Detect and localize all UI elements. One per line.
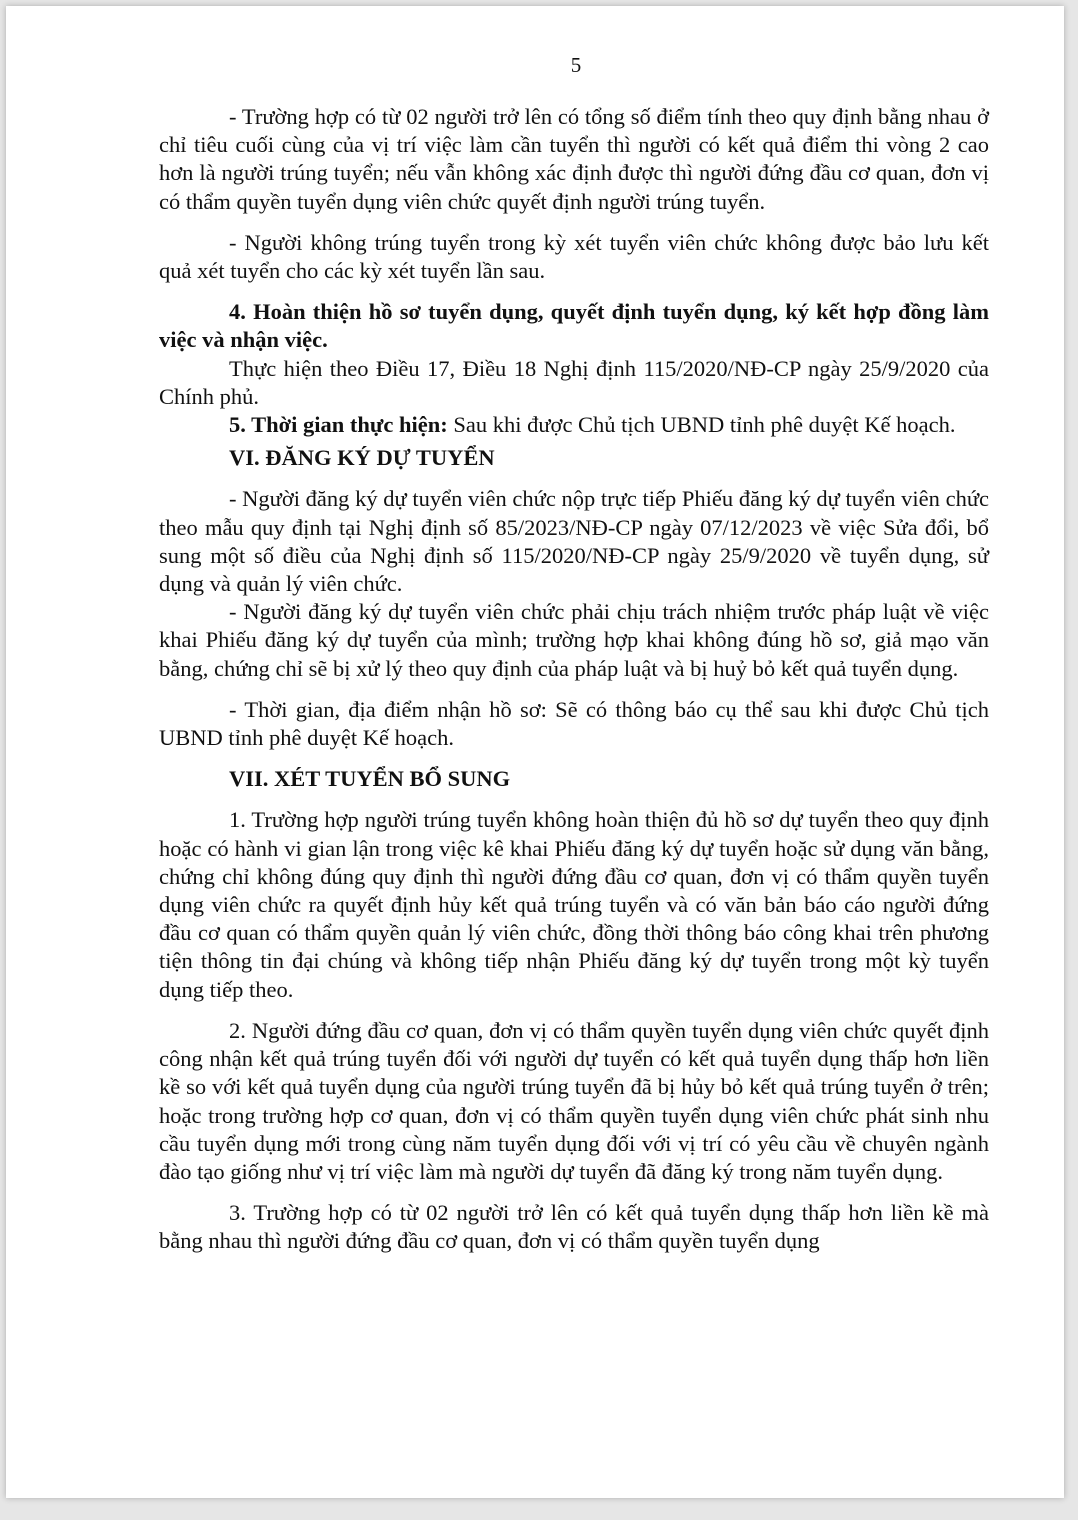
page-number: 5	[570, 53, 582, 77]
paragraph-implementation: Thực hiện theo Điều 17, Điều 18 Nghị định 115/2020/NĐ-CP ngày 25/9/2020 của Chính phủ.	[159, 355, 989, 409]
section-5-label: 5. Thời gian thực hiện:	[229, 412, 448, 438]
paragraph-time-place: - Thời gian, địa điểm nhận hồ sơ: Sẽ có thông báo cụ thể sau khi được Chủ tịch UBND tỉnh phê duyệt Kế hoạch.	[159, 696, 989, 751]
document-body	[159, 103, 989, 1256]
paragraph-supplement-3: 3. Trường hợp có từ 02 người trở lên có kết quả tuyển dụng thấp hơn liền kề mà bằng nhau thì người đứng đầu cơ quan, đơn vị có thẩm quyền tuyển dụng	[159, 1200, 989, 1254]
document-page	[6, 6, 1064, 1498]
paragraph-supplement-1: 1. Trường hợp người trúng tuyển không hoàn thiện đủ hồ sơ dự tuyển theo quy định hoặc có hành vi gian lận trong việc kê khai Phiếu đăng ký dự tuyển hoặc sử dụng văn bằng, chứng chỉ không đúng quy định thì người đứng đầu cơ quan, đơn vị có thẩm quyền tuyển dụng viên chức ra quyết định hủy kết quả trúng tuyển và có văn bản báo cáo người đứng đầu cơ quan có thẩm quyền quản lý viên chức, đồng thời thông báo công khai trên phương tiện thông tin đại chúng và không tiếp nhận Phiếu đăng ký dự tuyển trong một kỳ tuyển dụng tiếp theo.	[159, 807, 989, 1002]
heading-section-4: 4. Hoàn thiện hồ sơ tuyển dụng, quyết định tuyển dụng, ký kết hợp đồng làm việc và nhận việc.	[159, 299, 989, 353]
paragraph-no-reservation: - Người không trúng tuyển trong kỳ xét tuyển viên chức không được bảo lưu kết quả xét tuyển cho các kỳ xét tuyển lần sau.	[159, 229, 989, 284]
paragraph-supplement-2: 2. Người đứng đầu cơ quan, đơn vị có thẩm quyền tuyển dụng viên chức quyết định công nhận kết quả trúng tuyển đối với người dự tuyển có kết quả tuyển dụng thấp hơn liền kề so với kết quả tuyển dụng của người trúng tuyển đã bị hủy bỏ kết quả trúng tuyển ở trên; hoặc trong trường hợp cơ quan, đơn vị có thẩm quyền tuyển dụng viên chức phát sinh nhu cầu tuyển dụng mới trong cùng năm tuyển dụng đối với vị trí có yêu cầu về chuyên ngành đào tạo giống như vị trí việc làm mà người dự tuyển đã đăng ký trong năm tuyển dụng.	[159, 1017, 989, 1184]
heading-section-vi: VI. ĐĂNG KÝ DỰ TUYỂN	[229, 445, 495, 471]
paragraph-tie-rule: - Trường hợp có từ 02 người trở lên có tổng số điểm tính theo quy định bằng nhau ở chỉ tiêu cuối cùng của vị trí việc làm cần tuyển thì người có kết quả điểm thi vòng 2 cao hơn là người trúng tuyển; nếu vẫn không xác định được thì người đứng đầu cơ quan, đơn vị có thẩm quyền tuyển dụng viên chức quyết định người trúng tuyển.	[159, 104, 989, 214]
heading-section-vii: VII. XÉT TUYỂN BỔ SUNG	[229, 766, 511, 792]
paragraph-responsibility: - Người đăng ký dự tuyển viên chức phải chịu trách nhiệm trước pháp luật về việc khai Phiếu đăng ký dự tuyển của mình; trường hợp khai không đúng hồ sơ, giả mạo văn bằng, chứng chỉ sẽ bị xử lý theo quy định của pháp luật và bị huỷ bỏ kết quả tuyển dụng.	[159, 599, 989, 681]
section-5-text: Sau khi được Chủ tịch UBND tỉnh phê duyệt Kế hoạch.	[447, 412, 956, 438]
paragraph-section-5	[159, 411, 989, 439]
paragraph-registration: - Người đăng ký dự tuyển viên chức nộp trực tiếp Phiếu đăng ký dự tuyển viên chức theo mẫu quy định tại Nghị định số 85/2023/NĐ-CP ngày 07/12/2023 về việc Sửa đổi, bổ sung một số điều của Nghị định số 115/2020/NĐ-CP ngày 25/9/2020 về tuyển dụng, sử dụng và quản lý viên chức.	[159, 486, 989, 597]
